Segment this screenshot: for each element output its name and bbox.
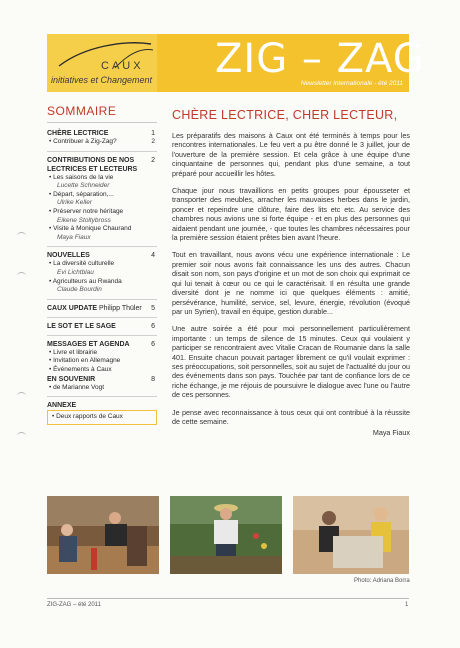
article-paragraph: Les préparatifs des maisons à Caux ont été terminés à temps pour les rencontres internationales. Le feu vert a pu être donné le 3 juillet, jour de l'ouverture de la première session. Et cela grâce à une équipe d'une cinquantaine de personnes qui, pendant plus d'une semaine, a tout préparé pour accueillir les hôtes. — [172, 131, 410, 178]
toc-heading[interactable]: MESSAGES ET AGENDA — [47, 340, 130, 348]
toc-heading[interactable]: ANNEXE — [47, 402, 77, 410]
photo-folding-sheets — [293, 496, 409, 574]
toc-author: Philipp Thüler — [99, 304, 142, 312]
toc-page: 2 — [151, 156, 155, 164]
toc-page: 6 — [151, 340, 155, 348]
editorial-article — [172, 108, 410, 437]
toc-item[interactable]: • Deux rapports de Caux — [52, 413, 123, 421]
toc-author: Maya Fiaux — [57, 233, 91, 241]
toc-section — [47, 129, 157, 147]
toc-heading[interactable]: NOUVELLES — [47, 252, 90, 260]
divider — [47, 299, 157, 300]
toc-heading[interactable]: LE SOT ET LE SAGE — [47, 322, 116, 330]
punch-hole-mark — [17, 432, 26, 440]
divider — [47, 396, 157, 397]
toc-author: Lucette Schneider — [57, 182, 110, 190]
toc-heading[interactable]: CONTRIBUTIONS DE NOS LECTRICES ET LECTEURS — [47, 156, 138, 173]
toc-item[interactable]: • Contribuer à Zig-Zag? — [49, 138, 117, 145]
toc-section — [47, 304, 157, 313]
toc-heading[interactable]: CHÈRE LECTRICE — [47, 130, 109, 137]
photo-credit: Photo: Adriana Borra — [354, 578, 410, 584]
toc-author: Ulrike Keller — [57, 199, 93, 207]
toc-item[interactable]: • La diversité culturelle — [49, 260, 115, 268]
toc-page: 2 — [151, 138, 155, 145]
article-title: CHÈRE LECTRICE, CHER LECTEUR, — [172, 108, 398, 122]
toc-page: 4 — [151, 252, 155, 260]
toc-page: 5 — [151, 304, 155, 312]
toc-author: Evi Lichtblau — [57, 268, 94, 276]
punch-hole-mark — [17, 392, 26, 400]
page-number: 1 — [405, 602, 409, 608]
toc-section — [47, 251, 157, 294]
annexe-box — [47, 410, 157, 425]
newsletter-title: ZIG – ZAG — [215, 36, 425, 82]
toc-item[interactable]: • Préserver notre héritage — [49, 207, 124, 215]
toc-author: Eikene Stoltybross — [57, 216, 111, 224]
table-of-contents — [47, 104, 157, 429]
punch-hole-mark — [17, 272, 26, 280]
article-signature: Maya Fiaux — [372, 428, 410, 438]
toc-heading[interactable]: EN SOUVENIR — [47, 375, 96, 383]
logo-name: CAUX — [101, 60, 144, 72]
toc-author: Claude Bourdin — [57, 286, 102, 294]
toc-title: SOMMAIRE — [47, 104, 157, 123]
newsletter-subtitle: Newsletter internationale - été 2011 — [300, 80, 403, 87]
toc-item[interactable]: • Agriculteurs au Rwanda — [49, 277, 122, 285]
toc-item[interactable]: • Événements à Caux — [49, 365, 112, 373]
caux-logo — [47, 34, 157, 92]
photo-cleaning-floor — [47, 496, 159, 574]
divider — [47, 317, 157, 318]
article-paragraph: Chaque jour nous travaillions en petits groupes pour épousseter et transporter des meubles, arracher les mauvaises herbes dans le jardin, poncer et repeindre une clôture, faire des lits etc etc. Au service des chambres nous avions une si forte équipe - et en plus des personnes qui aidaient pendant une journée, - que toutes les chambres nécessaires pour la première session étaient prêtes bien avant l'heure. — [172, 186, 410, 243]
logo-subtitle: initiatives et Changement — [51, 75, 153, 85]
toc-page: 6 — [151, 322, 155, 330]
article-paragraph: Une autre soirée a été pour moi personnellement particulièrement importante : un temps de silence de 15 minutes. Ceux qui voulaient y participer se rencontraient avec Vitalie Cracan de Roumanie dans la salle 401. Ensuite chacun pouvait partager librement ce qu'il voulait exprimer : ses préoccupations, soit personnelles, soit au sujet de l'actualité du jour ou des événements dans son pays. Touchée par tant de confiance lors de ce riche échange, je me réjouis de poursuivre le dialogue avec l'une ou l'autre de ces personnes. — [172, 324, 410, 400]
toc-item[interactable]: • de Marianne Vogt — [49, 383, 105, 391]
toc-page: 8 — [151, 375, 155, 383]
divider — [47, 335, 157, 336]
toc-item[interactable]: • Livre et librairie — [49, 348, 98, 356]
punch-hole-mark — [17, 232, 26, 240]
toc-item[interactable]: • Visite à Monique Chaurand — [49, 225, 132, 233]
toc-item[interactable]: • Les saisons de la vie — [49, 173, 114, 181]
toc-section — [47, 156, 157, 243]
footer-issue: ZIG-ZAG – été 2011 — [47, 602, 101, 608]
divider — [47, 151, 157, 152]
toc-item[interactable]: • Départ, séparation,... — [49, 190, 114, 198]
toc-section — [47, 322, 157, 331]
article-paragraph: Je pense avec reconnaissance à tous ceux qui ont contribué à la réussite de cette semaine. — [172, 407, 410, 426]
footer-divider — [47, 598, 409, 599]
toc-heading[interactable]: CAUX UPDATE — [47, 304, 98, 312]
toc-item[interactable]: • Invitation en Allemagne — [49, 357, 121, 365]
toc-section — [47, 340, 157, 392]
divider — [47, 246, 157, 247]
photo-gardening — [170, 496, 282, 574]
masthead — [47, 34, 425, 92]
toc-page: 1 — [151, 130, 155, 137]
article-paragraph: Tout en travaillant, nous avons vécu une expérience internationale : Le premier soir nous avons fait connaissance les uns des autres. Chacun disait son nom, son pays d'origine et un mot de son choix qui exprimait ce qui lui tenait à cœur ou ce qui le caractérisait. Il en résulta une grande diversité dont je ne nomme ici que quelques éléments : amitié, persévérance, humilité, service, sel, levure, énergie, révolution (évoqué par un Syrien), travail en équipe, gestion durable... — [172, 250, 410, 316]
toc-section — [47, 401, 157, 425]
